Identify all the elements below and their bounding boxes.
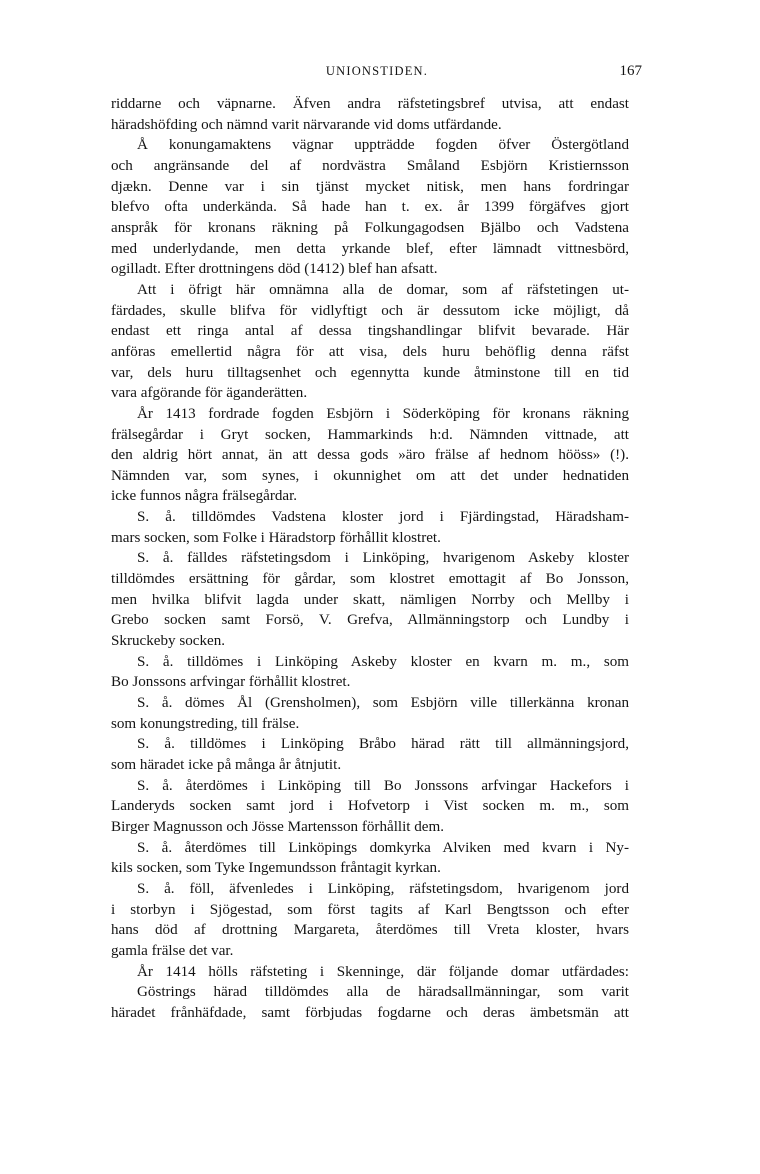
text-line: och angränsande del af nordvästra Småland Esbjörn Kristiernsson bbox=[111, 157, 629, 174]
text-line: S. å. tilldömes i Linköping Askeby kloster en kvarn m. m., som bbox=[137, 653, 629, 670]
text-line: S. å. fälldes räfstetingsdom i Linköping, hvarigenom Askeby kloster bbox=[137, 550, 629, 567]
text-line: häradet frånhäfdade, samt förbjudas fogdarne och deras ämbetsmän att bbox=[111, 1004, 629, 1021]
text-line: S. å. tilldömes i Linköping Bråbo härad rätt till allmänningsjord, bbox=[137, 736, 629, 753]
text-line: djækn. Denne var i sin tjänst mycket nitisk, men hans fordringar bbox=[111, 178, 629, 195]
text-line: blefvo ofta underkända. Så hade han t. ex. år 1399 förgäfves gjort bbox=[111, 199, 629, 216]
text-line: Nämnden var, som synes, i okunnighet om att det under hednatiden bbox=[111, 467, 629, 484]
text-line: S. å. återdömes i Linköping till Bo Jonssons arfvingar Hackefors i bbox=[137, 777, 629, 794]
body-text bbox=[111, 94, 629, 1024]
text-line: S. å. föll, äfvenledes i Linköping, räfstetingsdom, hvarigenom jord bbox=[137, 880, 629, 897]
text-line: var, dels huru tilltagsenhet och egennytta kunde åtminstone till en tid bbox=[111, 364, 629, 381]
text-line: som häradet icke på många år åtnjutit. bbox=[111, 757, 342, 773]
text-line: gamla frälse det var. bbox=[111, 942, 234, 959]
text-line: anspråk för kronans räkning på Folkungagodsen Bjälbo och Vadstena bbox=[111, 219, 629, 236]
text-line: Bo Jonssons arfvingar förhållit klostret. bbox=[111, 674, 351, 691]
text-line: S. å. tilldömdes Vadstena kloster jord i Fjärdingstad, Häradsham- bbox=[137, 509, 629, 526]
text-line: År 1413 fordrade fogden Esbjörn i Söderköping för kronans räkning bbox=[137, 405, 629, 422]
text-line: Landeryds socken samt jord i Hofvetorp i Vist socken m. m., som bbox=[111, 798, 629, 815]
text-line: S. å. återdömes till Linköpings domkyrka Alviken med kvarn i Ny- bbox=[137, 839, 629, 856]
text-line: endast ett ringa antal af dessa tingshandlingar blifvit bevarade. Här bbox=[111, 323, 629, 340]
text-line: icke funnos några frälsegårdar. bbox=[111, 488, 298, 505]
page-number: 167 bbox=[619, 63, 642, 79]
running-title: UNIONSTIDEN. bbox=[325, 64, 429, 78]
text-line: mars socken, som Folke i Häradstorp förhållit klostret. bbox=[111, 529, 441, 546]
text-line: riddarne och väpnarne. Äfven andra räfstetingsbref utvisa, att endast bbox=[111, 96, 629, 112]
text-line: anföras emellertid några för att visa, dels huru behöflig denna räfst bbox=[111, 343, 629, 360]
text-line: färdades, skulle blifva för vidlyftigt och är dessutom icke möjligt, då bbox=[111, 302, 629, 319]
text-line: ogilladt. Efter drottningens död (1412) blef han afsatt. bbox=[111, 261, 438, 278]
text-line: vara afgörande för äganderätten. bbox=[111, 385, 308, 402]
text-line: med underlydande, men detta yrkande blef, efter lämnadt vittnesbörd, bbox=[111, 240, 629, 257]
text-line: hans död af drottning Margareta, återdömes till Vreta kloster, hvars bbox=[111, 922, 629, 939]
text-line: Skruckeby socken. bbox=[111, 633, 226, 650]
text-line: Att i öfrigt här omnämna alla de domar, som af räfstetingen ut- bbox=[137, 281, 629, 298]
text-line: häradshöfding och nämnd varit närvarande vid doms utfärdande. bbox=[111, 116, 502, 133]
text-line: Grebo socken samt Forsö, V. Grefva, Allmänningstorp och Lundby i bbox=[111, 612, 629, 629]
text-line: Göstrings härad tilldömdes alla de häradsallmänningar, som varit bbox=[137, 984, 629, 1001]
text-line: S. å. dömes Ål (Grensholmen), som Esbjörn ville tillerkänna kronan bbox=[137, 695, 629, 712]
text-line: men hvilka blifvit lagda under skatt, nämligen Norrby och Mellby i bbox=[111, 591, 629, 608]
text-line: den aldrig hört annat, än att dessa gods »äro frälse af hednom hööss» (!). bbox=[111, 447, 629, 464]
text-line: tilldömdes ersättning för gårdar, som klostret emottagit af Bo Jonsson, bbox=[111, 571, 629, 588]
text-line: Birger Magnusson och Jösse Martensson förhållit dem. bbox=[111, 818, 444, 835]
page-header bbox=[112, 64, 642, 84]
text-line: kils socken, som Tyke Ingemundsson fråntagit kyrkan. bbox=[111, 860, 441, 877]
text-line: i storbyn i Sjögestad, som först tagits af Karl Bengtsson och efter bbox=[111, 901, 629, 918]
text-line: som konungstreding, till frälse. bbox=[111, 715, 300, 732]
text-line: År 1414 hölls räfsteting i Skenninge, där följande domar utfärdades: bbox=[137, 963, 629, 980]
text-line: frälsegårdar i Gryt socken, Hammarkinds h:d. Nämnden vittnade, att bbox=[111, 426, 629, 443]
text-line: Å konungamaktens vägnar uppträdde fogden öfver Östergötland bbox=[137, 137, 629, 154]
